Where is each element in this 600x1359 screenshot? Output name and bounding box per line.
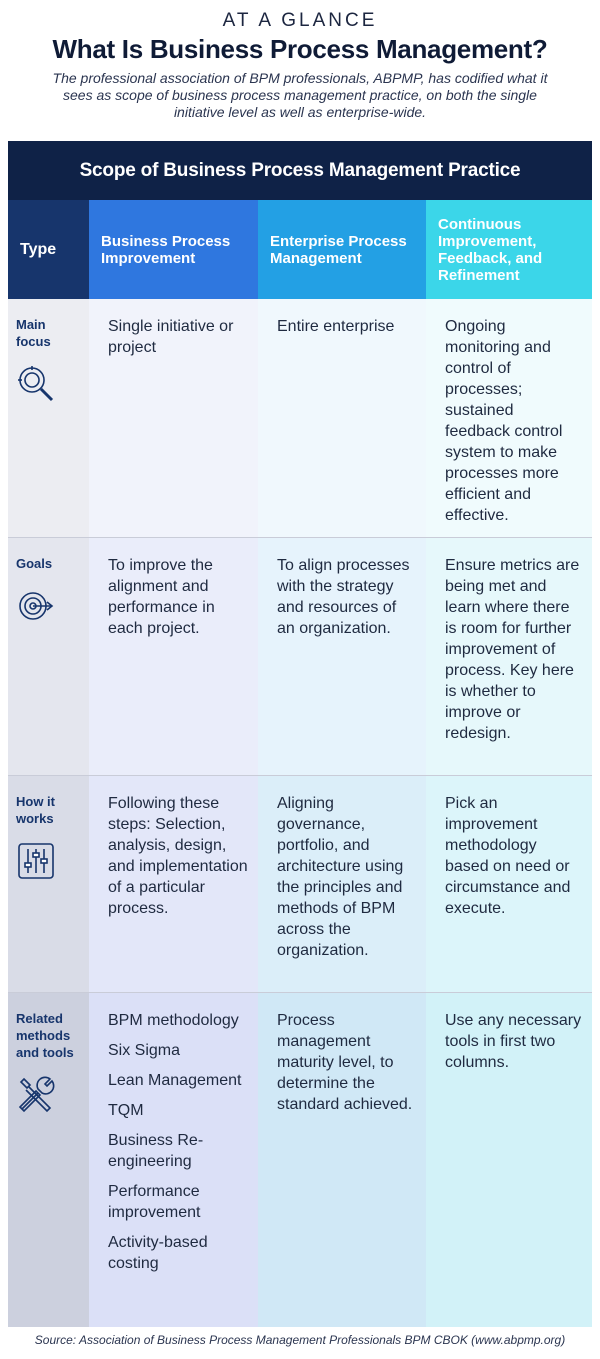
list-item: Activity-based costing [108,1234,208,1272]
table-row [8,299,592,537]
list-item: Six Sigma [108,1042,181,1059]
page-title: What Is Business Process Management? [52,34,548,64]
row-label-goals: Goals [16,556,53,571]
list-item: BPM methodology [108,1012,239,1029]
list-item: Business Re-engineering [108,1132,204,1170]
table-row [8,776,592,992]
cell-bpi: Following these steps: Selection, analysis, design, and implementation of a particular process. [89,776,258,992]
cell-cifr: Ongoing monitoring and control of processes; sustained feedback control system to make processes more efficient and effective. [426,299,592,537]
cell-bpi: Single initiative or project [89,299,258,537]
kicker: AT A GLANCE [222,10,378,31]
list-item: Performance improvement [108,1183,201,1221]
list-item: Lean Management [108,1072,242,1089]
column-header-type: Type [8,200,89,299]
cell-epm: Entire enterprise [258,299,426,537]
target-icon [16,586,56,626]
tools-icon [16,1075,56,1115]
cell-bpi-list [89,993,258,1327]
list-item: TQM [108,1102,144,1119]
table-banner: Scope of Business Process Management Practice [8,141,592,200]
cell-epm: Process management maturity level, to determine the standard achieved. [258,993,426,1327]
table-row [8,993,592,1327]
sliders-icon [16,841,56,881]
row-label-how-it-works: How it works [16,794,55,826]
cell-epm: Aligning governance, portfolio, and architecture using the principles and methods of BPM across the organization. [258,776,426,992]
source-note: Source: Association of Business Process Management Professionals BPM CBOK (www.abpmp.org) [34,1333,566,1347]
column-header-epm: Enterprise Process Management [258,200,426,299]
cell-bpi: To improve the alignment and performance in each project. [89,538,258,775]
column-header-bpi: Business Process Improvement [89,200,258,299]
cell-cifr: Use any necessary tools in first two columns. [426,993,592,1327]
subtitle: The professional association of BPM professionals, ABPMP, has codified what it sees as scope of business process management practice, on both the single initiative level as well as enterprise-wide. [52,70,548,120]
cell-cifr: Ensure metrics are being met and learn where there is room for further improvement of process. Key here is whether to improve or redesign. [426,538,592,775]
bpm-scope-table [8,141,592,1327]
magnifier-icon [16,364,56,404]
table-row [8,538,592,775]
row-label-main-focus: Main focus [16,317,51,349]
cell-cifr: Pick an improvement methodology based on need or circumstance and execute. [426,776,592,992]
column-header-cifr: Continuous Improvement, Feedback, and Refinement [426,200,592,299]
cell-epm: To align processes with the strategy and resources of an organization. [258,538,426,775]
row-label-related-methods: Related methods and tools [16,1011,74,1060]
